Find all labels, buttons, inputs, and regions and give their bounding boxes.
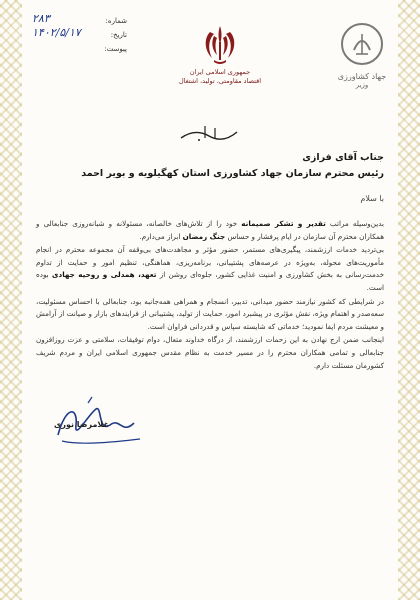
paragraph-3 <box>36 296 384 334</box>
meta-date-value: ۱۴۰۲/۵/۱۷ <box>32 26 81 39</box>
paragraph-2-text-b: بوده است. <box>36 270 384 292</box>
paragraph-1-bold: تقدیر و تشکر صمیمانه <box>241 219 326 228</box>
emblem-caption-2: اقتصاد مقاومتی، تولید، اشتغال <box>178 77 262 85</box>
paragraph-1-text-b: خود را از تلاش‌های خالصانه، مسئولانه و شبانه‌روزی جنابعالی و همکاران محترم آن سازمان در ایام پرفشار و حساس <box>36 219 384 241</box>
meta-number-value: ۲۸۳ <box>32 12 50 25</box>
bismillah-calligraphy <box>175 122 245 144</box>
letter-body <box>36 218 384 373</box>
logo-subtitle: وزیر <box>355 81 369 89</box>
paragraph-1-text-a: بدین‌وسیله مراتب <box>325 219 384 228</box>
paragraph-4 <box>36 334 384 372</box>
paragraph-2-text-a: بی‌تردید خدمات ارزشمند، پیگیری‌های مستمر، حضور مؤثر و مجاهدت‌های بی‌وقفه آن مجموعه محترم در انجام مأموریت‌های محوله، به‌ویژه در عرصه‌های پشتیبانی، برنامه‌ریزی، هماهنگی، تنظیم امور و حمایت از تداوم خدمت‌رسانی به بخش کشاورزی و امنیت غذایی کشور، جلوه‌ای روشن از <box>36 245 385 280</box>
meta-attachment-label: پیوست <box>106 45 127 53</box>
emblem-caption-1: جمهوری اسلامی ایران <box>189 68 251 76</box>
national-emblem-block <box>160 22 280 86</box>
meta-attachment-row: پیوست: <box>104 45 127 53</box>
jahad-logo-block <box>334 22 390 89</box>
paragraph-2-bold: تعهد، همدلی و روحیه جهادی <box>51 270 157 280</box>
jahad-keshavarzi-logo-icon <box>340 22 384 66</box>
meta-date-row: تاریخ: ۱۴۰۲/۵/۱۷ <box>32 26 127 39</box>
iran-emblem-icon <box>160 22 280 68</box>
meta-number-label: شماره <box>107 17 127 25</box>
paragraph-3-text: در شرایطی که کشور نیازمند حضور میدانی، تدبیر، انسجام و همراهی همه‌جانبه بود، جنابعالی با احساس مسئولیت، سعه‌صدر و اهتمام ویژه، نقش مؤثری در پیشبرد امور، حمایت از تولید، پشتیبانی از فرایندهای بازار و صیانت از آرامش و معیشت مردم ایفا نمودید؛ خدماتی که شایسته سپاس و قدردانی فراوان است. <box>36 296 384 331</box>
letter-meta <box>32 14 127 56</box>
paragraph-2 <box>36 244 384 294</box>
addressee-position: رئیس محترم سازمان جهاد کشاورزی استان کهگیلویه و بویر احمد <box>81 168 384 179</box>
paragraph-4-text: اینجانب ضمن ارج نهادن به این زحمات ارزشمند، از درگاه خداوند متعال، دوام توفیقات، سلامتی و عزت روزافزون جنابعالی و تمامی همکاران محترم را در مسیر خدمت به نظام مقدس جمهوری اسلامی ایران و مردم شریف کشورمان مسئلت دارم. <box>36 335 384 370</box>
meta-number-row: شماره: ۲۸۳ <box>32 12 127 25</box>
addressee-title: جناب آقای فرازی <box>302 152 384 163</box>
signatory-name: غلامرضا نوری <box>54 420 109 429</box>
paragraph-1-bold-2: جنگ رمضان <box>182 231 226 241</box>
paragraph-1 <box>36 218 384 243</box>
logo-title: جهاد کشاورزی <box>337 72 387 81</box>
meta-date-label: تاریخ <box>113 31 127 39</box>
handwritten-signature <box>48 395 158 465</box>
paragraph-1-text-c: ابراز می‌دارم. <box>139 231 183 241</box>
decorative-border-right <box>398 0 420 600</box>
greeting: با سلام <box>360 194 384 203</box>
decorative-border-left <box>0 0 22 600</box>
